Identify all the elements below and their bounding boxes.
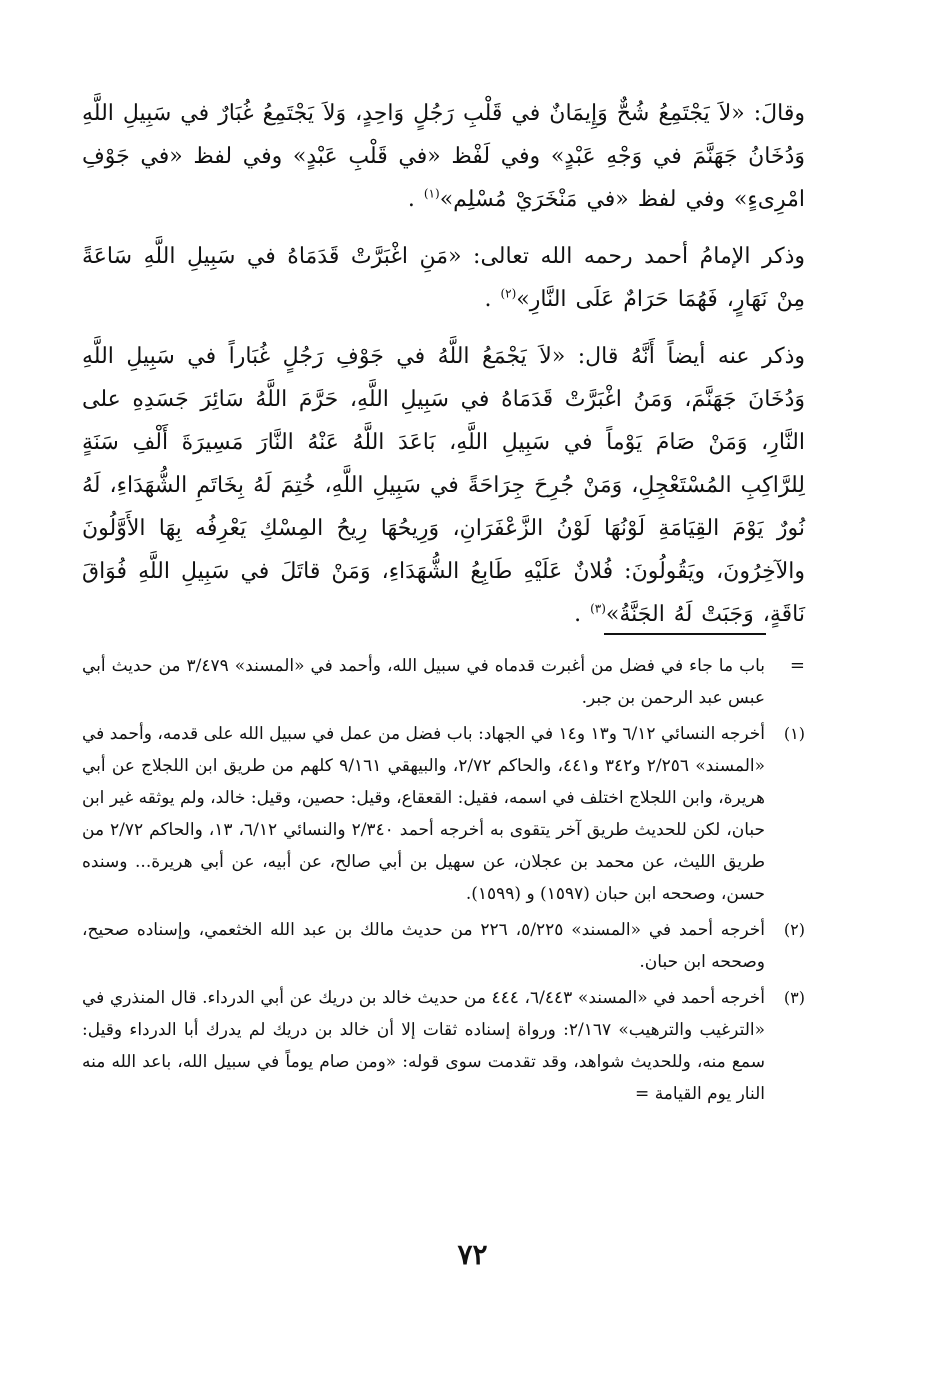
footnote-text: أخرجه أحمد في «المسند» ٦/٤٤٣، ٤٤٤ من حديث خالد بن دريك عن أبي الدرداء. قال المنذري في «الترغيب والترهيب» ٢/١٦٧: ورواة إسناده ثقات إلا أن خالد بن دريك لم يدرك أبا الدرداء وقيل: سمع منه، وللحديث شواهد، وقد تقدمت سوى قوله: «ومن صام يوماً في سبيل الله، باعد الله منه النار يوم القيامة = (82, 988, 766, 1104)
footnote-divider (604, 633, 766, 635)
footnote-marker: (٣) (783, 988, 805, 1007)
footnote-2 (82, 914, 805, 978)
paragraph-end: . (407, 187, 424, 212)
paragraph-text: وذكر الإمامُ أحمد رحمه الله تعالى: «مَنِ اغْبَرَّتْ قَدَمَاهُ في سَبِيلِ اللَّهِ سَاعَةً مِنْ نَهَارٍ، فَهُمَا حَرَامٌ عَلَى النَّارِ» (82, 244, 805, 312)
footnote-marker: (١) (783, 724, 805, 743)
page-number: ٧٢ (457, 1238, 488, 1271)
footnote-marker: = (789, 655, 805, 676)
paragraph-2 (82, 235, 805, 321)
footnote-text: أخرجه أحمد في «المسند» ٥/٢٢٥، ٢٢٦ من حديث مالك بن عبد الله الخثعمي، وإسناده صحيح، وصححه ابن حبان. (82, 920, 765, 972)
footnote-3 (82, 982, 805, 1110)
paragraph-text: وقالَ: «لاَ يَجْتَمِعُ شُحٌّ وَإِيمَانٌ في قَلْبِ رَجُلٍ وَاحِدٍ، وَلاَ يَجْتَمِعُ غُبَارٌ في سَبِيلِ اللَّهِ وَدُخَانُ جَهَنَّمَ في وَجْهِ عَبْدٍ» وفي لَفْظ «في قَلْبِ عَبْدٍ» وفي لفظ «في جَوْفِ امْرِىءٍ» وفي لفظ «في مَنْخَرَيْ مُسْلِم» (82, 101, 805, 212)
footnote-marker: (٢) (783, 920, 805, 939)
paragraph-end: . (574, 602, 591, 627)
paragraph-end: . (484, 287, 501, 312)
footnote-text: باب ما جاء في فضل من أغبرت قدماه في سبيل الله، وأحمد في «المسند» ٣/٤٧٩ من حديث أبي عبس عبد الرحمن بن جبر. (82, 656, 765, 708)
footnote-text: أخرجه النسائي ٦/١٢ و١٣ و١٤ في الجهاد: باب فضل من عمل في سبيل الله على قدمه، وأحمد في «المسند» ٢/٢٥٦ و٣٤٢ و٤٤١، والحاكم ٢/٧٢، والبيهقي ٩/١٦١ كلهم من طريق ابن اللجلاج عن أبي هريرة، وابن اللجلاج اختلف في اسمه، فقيل: القعقاع، وقيل: حصين، وقيل: خالد، ولم يوثقه غير ابن حبان، لكن للحديث طريق آخر يتقوى به أخرجه أحمد ٢/٣٤٠ والنسائي ٦/١٢، ١٣، والحاكم ٢/٧٢ من طريق الليث، عن محمد بن عجلان، عن سهيل بن أبي صالح، عن أبيه، عن أبي هريرة... وسنده حسن، وصححه ابن حبان (١٥٩٧) و (١٥٩٩). (82, 724, 766, 904)
footnotes (82, 650, 805, 1114)
footnote-ref: (١) (423, 186, 440, 201)
main-text (82, 92, 805, 650)
paragraph-text: وذكر عنه أيضاً أَنَّهُ قال: «لاَ يَجْمَعُ اللَّهُ في جَوْفِ رَجُلٍ غُبَاراً في سَبِيلِ اللَّهِ وَدُخَانَ جَهَنَّمَ، وَمَنُ اغْبَرَّتْ قَدَمَاهُ في سَبِيلِ اللَّهِ، حَرَّمَ اللَّهُ سَائِرَ جَسَدِهِ على النَّارِ، وَمَنْ صَامَ يَوْماً في سَبِيلِ اللَّهِ، بَاعَدَ اللَّهُ عَنْهُ النَّارَ مَسِيرَةَ أَلْفِ سَنَةٍ لِلرَّاكِبِ المُسْتَعْجِلِ، وَمَنْ جُرِحَ جِرَاحَةً في سَبِيلِ اللَّهِ، خُتِمَ لَهُ بِخَاتَمِ الشُّهَدَاءِ، لَهُ نُورٌ يَوْمَ القِيَامَةِ لَوْنُهَا لَوْنُ الزَّعْفَرَانِ، وَرِيحُهَا رِيحُ المِسْكِ يَعْرِفُه بِهَا الأَوَّلُونَ والآخِرُونَ، ويَقُولُونَ: فُلانٌ عَلَيْهِ طَابِعُ الشُّهَدَاءِ، وَمَنْ قاتَلَ في سَبِيلِ اللَّهِ فُوَاقَ نَاقَةٍ، وَجَبَتْ لَهُ الجَنَّةُ» (82, 344, 805, 627)
paragraph-1 (82, 92, 805, 221)
footnote-continued (82, 650, 805, 714)
footnote-ref: (٢) (500, 286, 517, 301)
footnote-ref: (٣) (590, 601, 606, 616)
footnote-1 (82, 718, 805, 910)
paragraph-3 (82, 335, 805, 636)
